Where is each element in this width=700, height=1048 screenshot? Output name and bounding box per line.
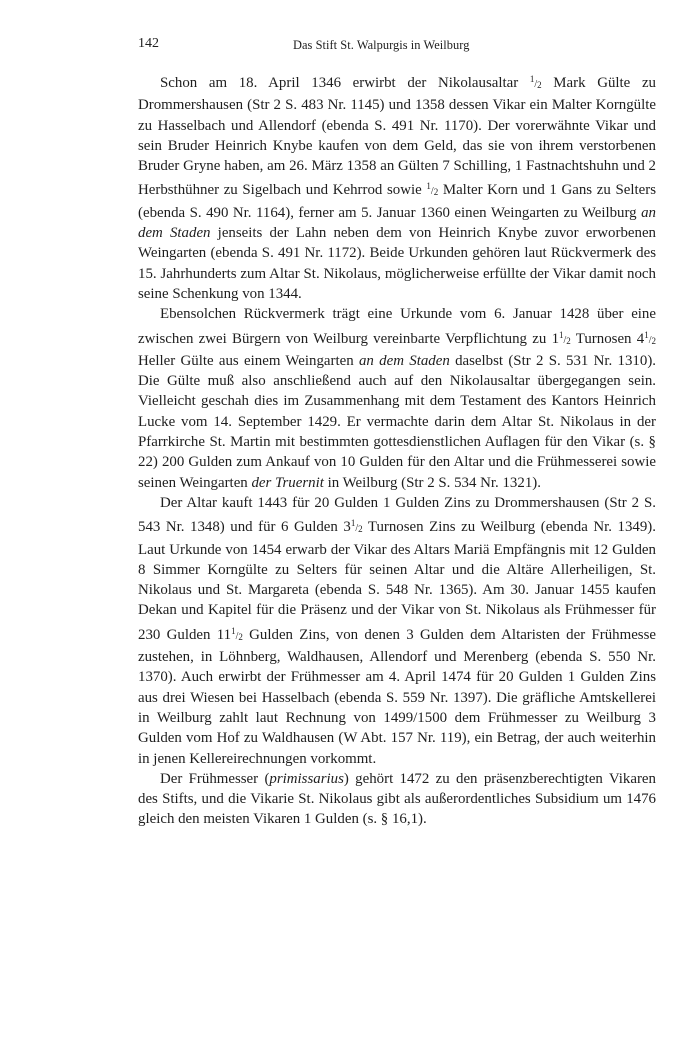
- text-run: jenseits der Lahn neben dem von Heinrich Knybe zuvor erworbenen Weingarten (ebenda S. 491 Nr. 1172). Beide Urkunden gehören laut Rückvermerk des 15. Jahrhunderts zum Altar St. Nikolaus, möglicherweise erfüllte der Vikar damit noch seine Schenkung von 1344.: [138, 225, 656, 302]
- fraction-half: $^1/_2$: [644, 329, 656, 346]
- text-run: Turnosen Zins zu Weilburg (ebenda Nr. 1349). Laut Urkunde von 1454 erwarb der Vikar des Altars Mariä Empfängnis mit 12 Gulden 8 Simmer Korngülte zu Selters für seinen Altar und die Altäre Allerheiligen, St. Nikolaus und St. Margareta (ebenda S. 548 Nr. 1365). Am 30. Januar 1455 kaufen Dekan und Kapitel für die Präsenz und der Vikar von St. Nikolaus als Frühmesser für 230 Gulden 11: [138, 519, 656, 643]
- body-text: [138, 69, 656, 830]
- italic-term: primissarius: [269, 770, 344, 787]
- text-run: Der Altar kauft 1443 für 20 Gulden 1 Gulden Zins zu Drommershausen (Str 2 S. 543 Nr. 1348) und für 6 Gulden 3: [138, 494, 656, 536]
- text-run: Gulden Zins, von denen 3 Gulden dem Altaristen der Frühmesse zustehen, in Löhnberg, Waldhausen, Allendorf und Merenberg (ebenda S. 550 Nr. 1370). Auch erwirbt der Frühmesser am 4. April 1474 für 20 Gulden 1 Gulden Zins aus drei Wiesen bei Hasselbach (ebenda S. 559 Nr. 1397). Die gräfliche Amtskellerei in Weilburg zahlt laut Rechnung von 1499/1500 dem Frühmesser zu Weilburg 3 Gulden vom Hof zu Waldhausen (W Abt. 157 Nr. 119), ein Betrag, der auch weiterhin in jenen Kellereirechnungen vorkommt.: [138, 626, 656, 767]
- page-header: [138, 30, 656, 52]
- italic-term: an dem Staden: [138, 204, 656, 242]
- fraction-half: $^1/_2$: [426, 181, 439, 198]
- running-head: Das Stift St. Walpurgis in Weilburg: [293, 38, 470, 52]
- text-run: Ebensolchen Rückvermerk trägt eine Urkunde vom 6. Januar 1428 über eine zwischen zwei Bürgern von Weilburg vereinbarte Verpflichtung zu 1: [138, 306, 656, 347]
- text-run: in Weilburg (Str 2 S. 534 Nr. 1321).: [323, 474, 541, 491]
- text-run: ) gehört 1472 zu den präsenzberechtigten Vikaren des Stifts, und die Vikarie St. Nikolaus gibt als außerordentliches Subsidium um 1476 gleich den meisten Vikaren 1 Gulden (s. § 16,1).: [138, 770, 656, 828]
- italic-term: an dem Staden: [358, 352, 450, 369]
- paragraph-2: [138, 304, 656, 493]
- text-run: Mark Gülte zu Drommershausen (Str 2 S. 483 Nr. 1145) und 1358 dessen Vikar ein Malter Korngülte zu Hasselbach und Allendorf (ebenda S. 491 Nr. 1170). Der vorerwähnte Vikar und sein Bruder Heinrich Knybe kaufen von dem Geld, das sie von ihrem verstorbenen Bruder Gryne haben, am 26. März 1358 an Gülten 7 Schilling, 1 Fastnachtshuhn und 2 Herbsthühner zu Sigelbach und Kehrrod sowie: [138, 75, 657, 199]
- page-number: 142: [138, 36, 159, 51]
- fraction-half: $^1/_2$: [231, 625, 243, 642]
- fraction-half: $^1/_2$: [529, 74, 542, 90]
- fraction-half: $^1/_2$: [350, 518, 363, 535]
- book-page: [138, 30, 656, 830]
- text-run: daselbst (Str 2 S. 531 Nr. 1310). Die Gülte muß also anschließend auch auf den Nikolausaltar übergegangen sein. Vielleicht geschah dies im Zusammenhang mit dem Testament des Kantors Heinrich Lucke vom 14. September 1429. Er vermachte darin dem Altar St. Nikolaus in der Pfarrkirche St. Martin mit bestimmten gottesdienstlichen Auflagen für den Vikar (s. § 22) 200 Gulden zum Ankauf von 10 Gulden für den Altar und die Frühmesserei sowie seinen Weingarten: [138, 352, 656, 491]
- paragraph-4: [138, 769, 656, 830]
- text-run: Heller Gülte aus einem Weingarten: [138, 352, 359, 369]
- paragraph-3: [138, 493, 656, 769]
- fraction-half: $^1/_2$: [559, 329, 571, 346]
- paragraph-1: [138, 69, 656, 304]
- text-run: Schon am 18. April 1346 erwirbt der Nikolausaltar: [160, 75, 530, 91]
- text-run: Turnosen 4: [570, 330, 645, 347]
- italic-term: der Truernit: [251, 474, 324, 491]
- text-run: Der Frühmesser (: [160, 770, 270, 787]
- text-run: Malter Korn und 1 Gans zu Selters (ebenda S. 490 Nr. 1164), ferner am 5. Januar 1360 einen Weingarten zu Weilburg: [138, 182, 656, 221]
